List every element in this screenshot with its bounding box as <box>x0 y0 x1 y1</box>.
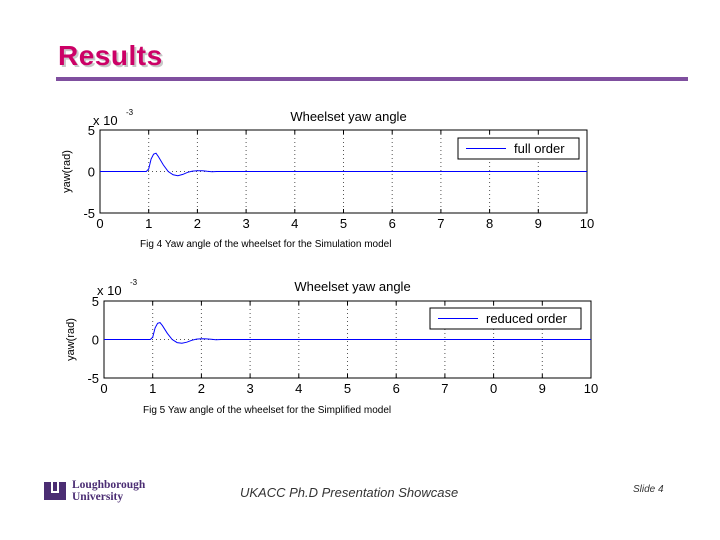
x-tick-label: 5 <box>339 216 348 231</box>
title-rule <box>56 77 688 81</box>
axis-exponent: x 10 <box>97 283 122 298</box>
university-logo-icon <box>42 480 68 502</box>
y-tick-label: -5 <box>83 206 95 221</box>
slide-title: Results <box>58 40 163 71</box>
x-tick-label: 2 <box>193 216 202 231</box>
figure-caption-2: Fig 5 Yaw angle of the wheelset for the Simplified model <box>143 405 392 416</box>
x-tick-label: 9 <box>538 381 546 396</box>
y-tick-label: 0 <box>87 164 95 180</box>
y-tick-label: 5 <box>91 294 99 309</box>
x-tick-label: 0 <box>100 381 108 396</box>
x-tick-label: 7 <box>437 216 445 231</box>
figure-caption-1: Fig 4 Yaw angle of the wheelset for the Simulation model <box>140 239 392 250</box>
axis-exponent: x 10 <box>93 113 118 128</box>
x-tick-label: 10 <box>583 381 599 396</box>
x-tick-label: 6 <box>388 216 396 231</box>
chart-legend <box>458 138 579 159</box>
x-tick-label: 6 <box>392 381 400 396</box>
logo-line-2: University <box>72 491 124 503</box>
x-tick-label: 1 <box>149 381 157 396</box>
x-tick-label: 8 <box>485 216 494 231</box>
x-tick-label: 5 <box>343 381 352 396</box>
x-tick-label: 4 <box>291 216 299 231</box>
chart-title: Wheelset yaw angle <box>290 109 407 124</box>
axis-exponent-power: -3 <box>126 108 134 117</box>
x-tick-label: 2 <box>197 381 206 396</box>
y-axis-label: yaw(rad) <box>61 150 73 193</box>
chart-legend <box>430 308 581 329</box>
legend-label: full order <box>514 141 565 156</box>
x-tick-label: 9 <box>534 216 542 231</box>
y-tick-label: 5 <box>87 123 95 138</box>
x-tick-label: 0 <box>489 381 498 396</box>
x-tick-label: 7 <box>441 381 449 396</box>
y-tick-label: 0 <box>91 332 99 348</box>
x-tick-label: 3 <box>242 216 250 231</box>
footer-event: UKACC Ph.D Presentation Showcase <box>240 485 459 500</box>
university-logo-text <box>72 479 145 503</box>
legend-label: reduced order <box>486 311 567 326</box>
logo-line-1: Loughborough <box>72 479 146 491</box>
university-logo <box>42 480 68 507</box>
x-tick-label: 1 <box>145 216 153 231</box>
x-tick-label: 0 <box>96 216 104 231</box>
x-tick-label: 10 <box>579 216 595 231</box>
slide-number: Slide 4 <box>633 484 664 495</box>
y-tick-label: -5 <box>87 371 99 386</box>
y-axis-label: yaw(rad) <box>65 318 77 361</box>
x-tick-label: 3 <box>246 381 254 396</box>
axis-exponent-power: -3 <box>130 278 138 287</box>
x-tick-label: 4 <box>295 381 303 396</box>
chart-title: Wheelset yaw angle <box>294 279 411 294</box>
